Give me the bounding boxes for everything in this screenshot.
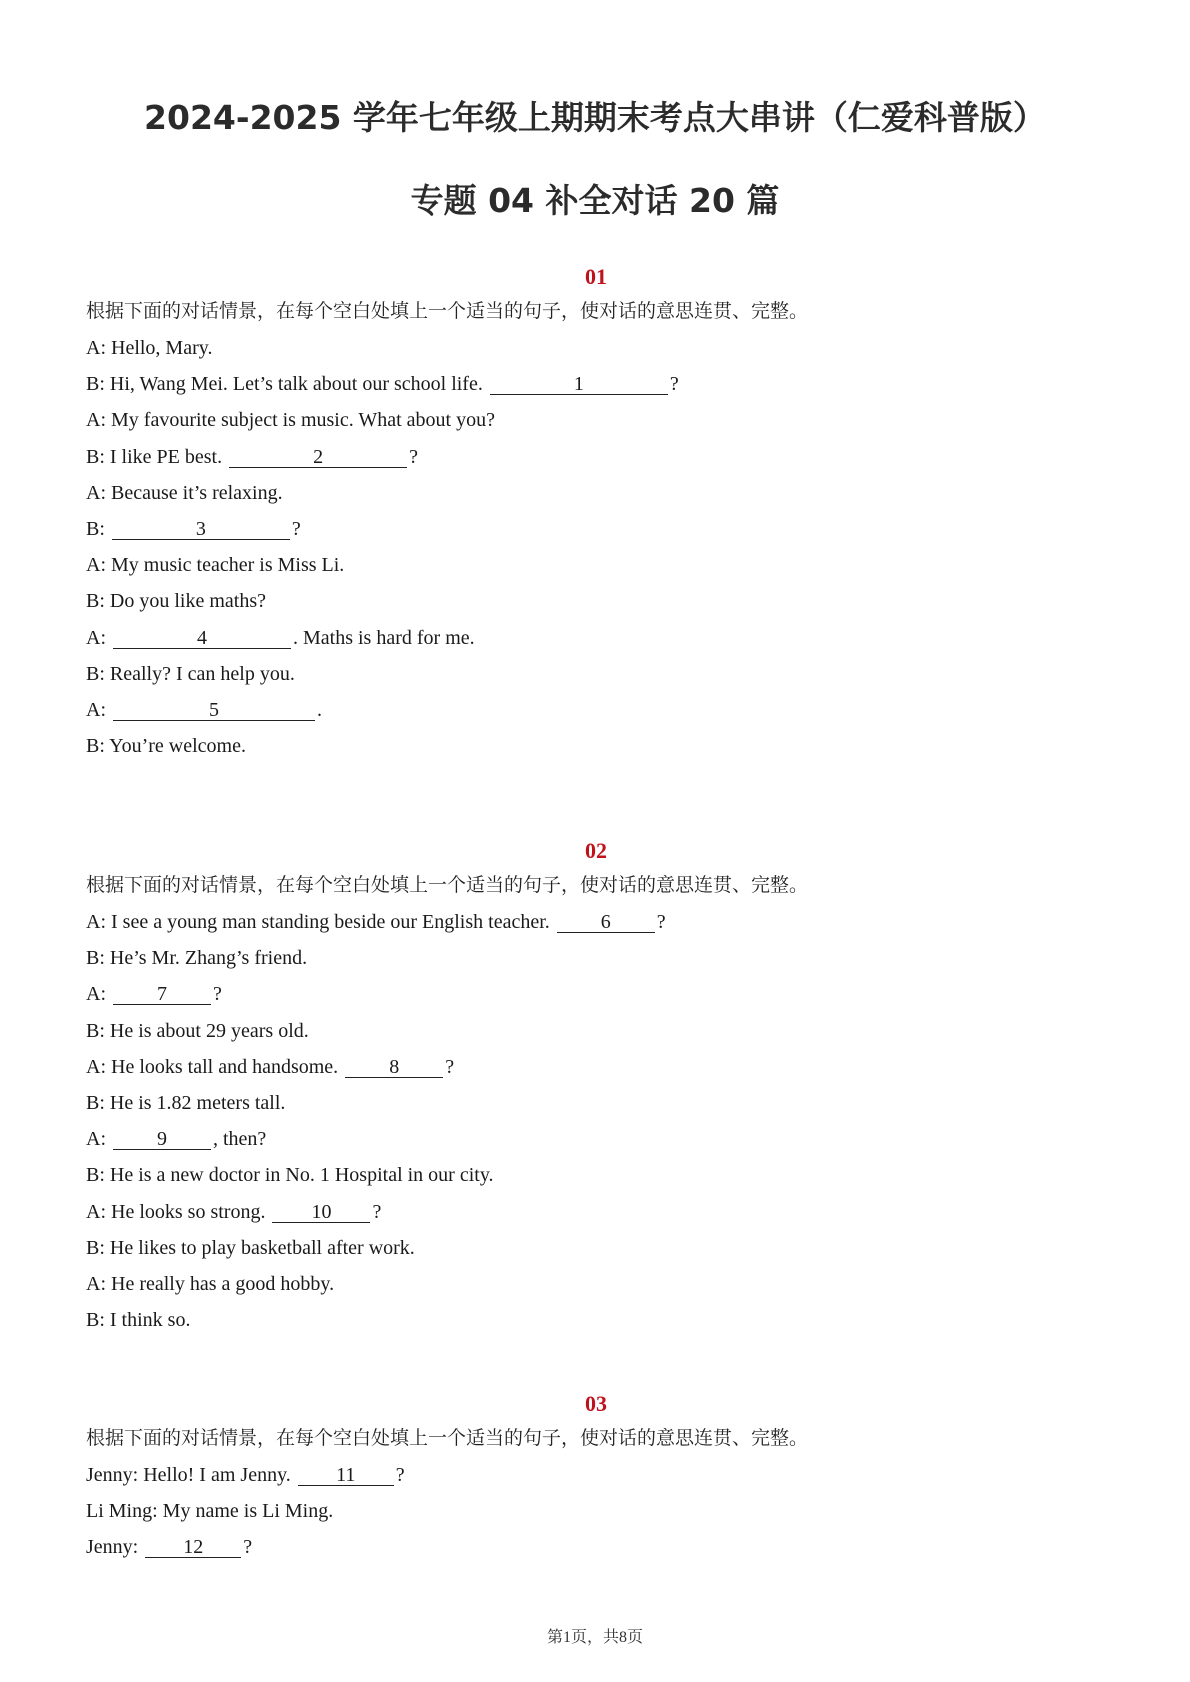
- answer-blank[interactable]: 8: [345, 1057, 443, 1078]
- dialogue-line: Jenny: Hello! I am Jenny. 11 ?: [86, 1464, 405, 1486]
- answer-blank[interactable]: 7: [113, 984, 211, 1005]
- answer-blank[interactable]: 10: [272, 1202, 370, 1223]
- dialogue-line: A: 4 . Maths is hard for me.: [86, 626, 475, 649]
- dialogue-section-03: [86, 1389, 1106, 1566]
- instruction: 根据下面的对话情景，在每个空白处填上一个适当的句子，使对话的意思连贯、完整。: [86, 1427, 809, 1449]
- dialogue-line: B: I like PE best. 2 ?: [86, 445, 418, 468]
- dialogue-line: A: Because it’s relaxing.: [86, 481, 283, 504]
- answer-blank[interactable]: 1: [490, 374, 668, 395]
- dialogue-line: A: He looks so strong. 10 ?: [86, 1200, 382, 1223]
- answer-blank[interactable]: 6: [557, 912, 655, 933]
- dialogue-section-01: [86, 262, 1106, 764]
- dialogue-line: B: Hi, Wang Mei. Let’s talk about our school life. 1 ?: [86, 373, 679, 396]
- answer-blank[interactable]: 11: [298, 1465, 394, 1486]
- page-title: 2024-2025 学年七年级上期期末考点大串讲（仁爱科普版）: [144, 98, 1046, 137]
- dialogue-line: A: He really has a good hobby.: [86, 1272, 335, 1295]
- page-footer: 第1页，共8页: [546, 1629, 643, 1646]
- dialogue-line: B: You’re welcome.: [86, 735, 246, 758]
- dialogue-line: B: He is about 29 years old.: [86, 1019, 309, 1042]
- dialogue-line: A: I see a young man standing beside our English teacher. 6 ?: [86, 911, 666, 933]
- dialogue-line: A: Hello, Mary.: [86, 337, 213, 359]
- page-subtitle: 专题 04 补全对话 20 篇: [410, 181, 780, 220]
- dialogue-line: A: My favourite subject is music. What about you?: [86, 409, 495, 432]
- dialogue-line: B: I think so.: [86, 1309, 191, 1332]
- dialogue-line: Jenny: 12 ?: [86, 1536, 253, 1559]
- dialogue-line: A: 5 .: [86, 698, 322, 721]
- dialogue-line: A: He looks tall and handsome. 8 ?: [86, 1055, 455, 1078]
- section-number: 01: [585, 264, 607, 289]
- dialogue-line: B: He is 1.82 meters tall.: [86, 1091, 286, 1114]
- instruction: 根据下面的对话情景，在每个空白处填上一个适当的句子，使对话的意思连贯、完整。: [86, 300, 809, 322]
- dialogue-line: B: Really? I can help you.: [86, 662, 295, 685]
- dialogue-line: A: 9 , then?: [86, 1128, 267, 1151]
- dialogue-line: A: 7 ?: [86, 983, 222, 1006]
- dialogue-section-02: [86, 836, 1106, 1338]
- answer-blank[interactable]: 2: [229, 447, 407, 468]
- dialogue-line: A: My music teacher is Miss Li.: [86, 554, 345, 577]
- dialogue-line: B: He’s Mr. Zhang’s friend.: [86, 947, 308, 970]
- dialogue-line: B: 3 ?: [86, 517, 301, 540]
- dialogue-line: Li Ming: My name is Li Ming.: [86, 1500, 334, 1523]
- section-number: 03: [585, 1391, 607, 1416]
- dialogue-line: B: He likes to play basketball after work.: [86, 1236, 415, 1259]
- answer-blank[interactable]: 5: [113, 700, 315, 721]
- answer-blank[interactable]: 3: [112, 519, 290, 540]
- dialogue-line: B: He is a new doctor in No. 1 Hospital in our city.: [86, 1164, 494, 1187]
- section-number: 02: [585, 838, 607, 863]
- answer-blank[interactable]: 12: [145, 1537, 241, 1558]
- instruction: 根据下面的对话情景，在每个空白处填上一个适当的句子，使对话的意思连贯、完整。: [86, 874, 809, 896]
- answer-blank[interactable]: 9: [113, 1129, 211, 1150]
- answer-blank[interactable]: 4: [113, 628, 291, 649]
- dialogue-line: B: Do you like maths?: [86, 590, 266, 613]
